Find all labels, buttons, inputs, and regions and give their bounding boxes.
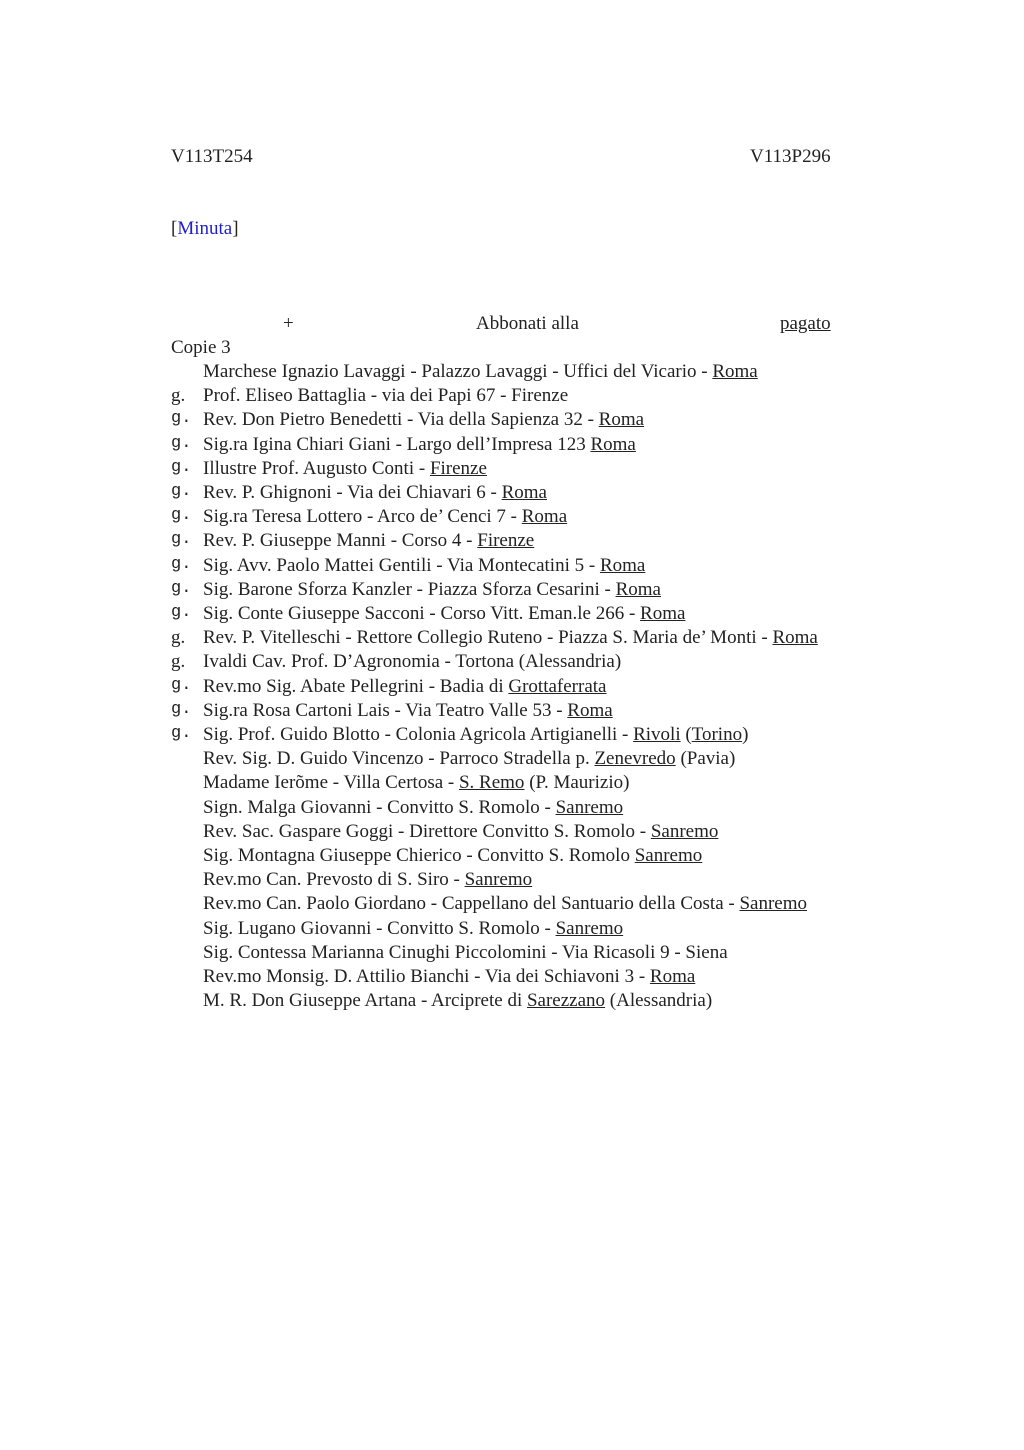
entry-text (203, 893, 807, 915)
entry-segment: Sig. Barone Sforza Kanzler - Piazza Sforza Cesarini - (203, 578, 616, 600)
entry-text (203, 361, 758, 383)
entry-city: Sanremo (739, 893, 808, 915)
entry-segment: Sig. Contessa Marianna Cinughi Piccolomini - Via Ricasoli 9 - Siena (203, 941, 728, 963)
entry-text (203, 579, 661, 601)
entry-text (203, 385, 568, 407)
entry-segment: ( (680, 724, 692, 745)
entry-text (203, 966, 695, 988)
document-code-left: V113T254 (171, 146, 253, 167)
entry-segment: ) (742, 724, 749, 745)
subscriber-list (0, 361, 1024, 1021)
entry-segment: Rev.mo Can. Paolo Giordano - Cappellano del Santuario della Costa - (203, 893, 740, 915)
plus-mark: + (283, 313, 294, 334)
entry-segment: Sig.ra Rosa Cartoni Lais - Via Teatro Valle 53 - (203, 699, 568, 721)
entry-text (203, 918, 623, 940)
copies-count: Copie 3 (171, 337, 231, 358)
entry-segment: Rev.mo Can. Prevosto di S. Siro - (203, 869, 465, 891)
entry-segment: Rev.mo Sig. Abate Pellegrini - Badia di (203, 675, 509, 697)
entry-segment: Sign. Malga Giovanni - Convitto S. Romolo - (203, 796, 556, 818)
entry-marker: g. (171, 578, 192, 598)
entry-segment: Prof. Eliseo Battaglia - via dei Papi 67 - Firenze (203, 385, 569, 407)
entry-city: Sanremo (634, 845, 703, 866)
entry-city: Roma (567, 699, 613, 721)
entry-segment: Sig.ra Igina Chiari Giani - Largo dell’Impresa 123 (203, 433, 591, 455)
entry-marker: g. (171, 554, 192, 574)
entry-segment: Sig. Lugano Giovanni - Convitto S. Romolo - (203, 917, 556, 939)
entry-city: Firenze (477, 530, 535, 552)
entry-segment: M. R. Don Giuseppe Artana - Arciprete di (203, 990, 527, 1012)
entry-city: Roma (649, 966, 696, 987)
entry-city: Roma (772, 627, 818, 649)
entry-text (203, 772, 629, 794)
entry-marker: g. (171, 724, 192, 743)
entry-text (203, 603, 685, 625)
entry-segment: (P. Maurizio) (524, 772, 630, 794)
entry-marker: g. (171, 603, 192, 622)
list-title: Abbonati alla (476, 313, 579, 334)
entry-text (203, 724, 748, 746)
paid-column-label: pagato (780, 313, 831, 334)
entry-segment: Ivaldi Cav. Prof. D’Agronomia - Tortona (Alessandria) (203, 651, 622, 673)
entry-city: Sanremo (650, 820, 719, 842)
entry-text (203, 482, 547, 504)
entry-segment: Rev. Don Pietro Benedetti - Via della Sapienza 32 - (203, 409, 599, 431)
entry-segment: Sig. Montagna Giuseppe Chierico - Convitto S. Romolo (203, 845, 635, 866)
entry-text (203, 651, 621, 673)
entry-text (203, 821, 718, 843)
entry-city: Torino (691, 724, 743, 745)
minuta-label: Minuta (177, 218, 233, 239)
entry-segment: Marchese Ignazio Lavaggi - Palazzo Lavaggi - Uffici del Vicario - (203, 361, 713, 382)
entry-city: Roma (501, 482, 547, 503)
entry-segment: Rev. P. Ghignoni - Via dei Chiavari 6 - (203, 482, 502, 503)
entry-text (203, 797, 623, 819)
entry-city: Roma (640, 603, 686, 624)
entry-text (203, 676, 606, 698)
entry-text (203, 845, 702, 867)
entry-marker: g. (171, 675, 192, 695)
minuta-note (171, 218, 239, 240)
entry-segment: Rev. P. Giuseppe Manni - Corso 4 - (203, 530, 478, 552)
entry-city: Roma (599, 554, 646, 576)
entry-city: Sarezzano (526, 990, 606, 1012)
entry-marker: g. (171, 627, 186, 649)
entry-city: Zenevredo (594, 748, 676, 770)
entry-city: Sanremo (464, 869, 533, 891)
entry-city: Roma (521, 506, 568, 528)
document-code-right: V113P296 (750, 146, 831, 167)
entry-city: Roma (598, 409, 645, 431)
entry-segment: Sig. Prof. Guido Blotto - Colonia Agricola Artigianelli - (203, 724, 634, 745)
entry-city: Sanremo (555, 917, 624, 939)
entry-text (203, 748, 735, 770)
entry-segment: Madame Ierõme - Villa Certosa - (203, 772, 459, 794)
entry-city: Firenze (429, 457, 487, 479)
entry-segment: Rev. Sac. Gaspare Goggi - Direttore Convitto S. Romolo - (203, 820, 651, 842)
entry-marker: g. (171, 530, 192, 550)
entry-text (203, 434, 636, 456)
entry-text (203, 506, 567, 528)
entry-marker: g. (171, 433, 192, 453)
entry-city: Roma (590, 433, 636, 455)
entry-city: Sanremo (555, 796, 624, 818)
entry-segment: Sig. Avv. Paolo Mattei Gentili - Via Montecatini 5 - (203, 554, 600, 576)
entry-segment: Rev. P. Vitelleschi - Rettore Collegio Ruteno - Piazza S. Maria de’ Monti - (203, 627, 773, 649)
entry-marker: g. (171, 651, 186, 673)
entry-segment: Sig. Conte Giuseppe Sacconi - Corso Vitt. Eman.le 266 - (203, 603, 641, 624)
entry-city: S. Remo (458, 772, 525, 794)
entry-segment: (Pavia) (675, 748, 736, 770)
entry-segment: (Alessandria) (605, 990, 713, 1012)
entry-text (203, 627, 818, 649)
entry-marker: g. (171, 699, 192, 719)
entry-text (203, 990, 712, 1012)
entry-text (203, 409, 644, 431)
entry-text (203, 942, 728, 964)
entry-city: Roma (712, 361, 758, 382)
entry-marker: g. (171, 385, 186, 407)
entry-segment: Rev.mo Monsig. D. Attilio Bianchi - Via dei Schiavoni 3 - (203, 966, 650, 987)
entry-segment: Illustre Prof. Augusto Conti - (203, 457, 430, 479)
entry-text (203, 530, 534, 552)
minuta-close-bracket: ] (232, 218, 239, 239)
entry-city: Rivoli (633, 724, 681, 745)
entry-city: Roma (615, 578, 661, 600)
entry-segment: Sig.ra Teresa Lottero - Arco de’ Cenci 7 - (203, 506, 522, 528)
entry-marker: g. (171, 482, 192, 501)
minuta-open-bracket: [ (171, 218, 178, 239)
entry-text (203, 700, 613, 722)
entry-text (203, 458, 487, 480)
entry-marker: g. (171, 506, 192, 526)
entry-marker: g. (171, 457, 192, 477)
entry-text (203, 869, 532, 891)
entry-text (203, 555, 645, 577)
entry-marker: g. (171, 409, 192, 429)
entry-segment: Rev. Sig. D. Guido Vincenzo - Parroco Stradella p. (203, 748, 595, 770)
entry-city: Grottaferrata (508, 675, 607, 697)
